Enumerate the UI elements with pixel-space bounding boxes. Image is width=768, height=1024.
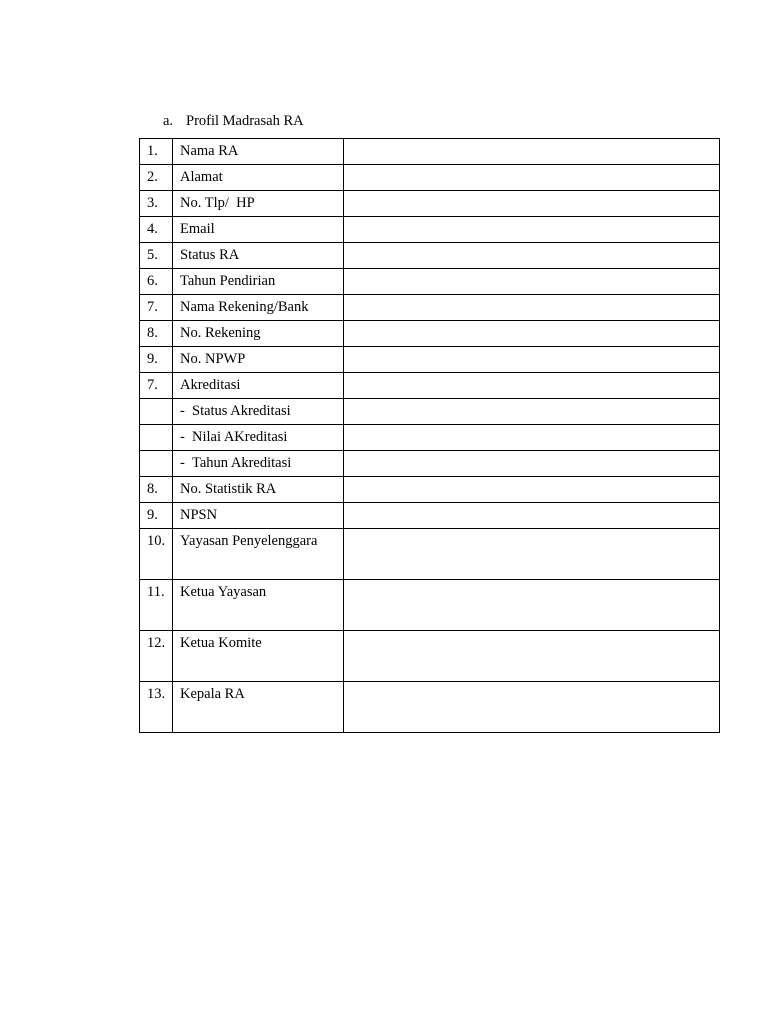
row-label: Email xyxy=(173,217,344,243)
row-value-cell[interactable] xyxy=(344,477,720,503)
sub-label: Tahun Akreditasi xyxy=(192,455,292,471)
row-label: Status RA xyxy=(173,243,344,269)
row-label xyxy=(173,425,344,451)
row-label: Akreditasi xyxy=(173,373,344,399)
row-value-cell[interactable] xyxy=(344,425,720,451)
row-value-cell[interactable] xyxy=(344,347,720,373)
row-label: NPSN xyxy=(173,503,344,529)
row-label: Nama RA xyxy=(173,139,344,165)
row-number: 4. xyxy=(140,217,173,243)
row-value-cell[interactable] xyxy=(344,165,720,191)
row-value-cell[interactable] xyxy=(344,373,720,399)
row-number xyxy=(140,529,173,580)
table-row xyxy=(140,477,720,503)
row-value-cell[interactable] xyxy=(344,529,720,580)
table-row xyxy=(140,243,720,269)
table-row xyxy=(140,503,720,529)
row-number-text: 10. xyxy=(147,533,166,549)
list-dash: - xyxy=(180,455,185,471)
table-row xyxy=(140,295,720,321)
row-value-cell[interactable] xyxy=(344,139,720,165)
row-number: 6. xyxy=(140,269,173,295)
row-label: Ketua Komite xyxy=(173,631,344,682)
row-value-cell[interactable] xyxy=(344,295,720,321)
row-label: No. NPWP xyxy=(173,347,344,373)
sub-label: Nilai AKreditasi xyxy=(192,429,288,445)
row-label: Kepala RA xyxy=(173,682,344,733)
row-number xyxy=(140,631,173,682)
row-number: 3. xyxy=(140,191,173,217)
table-row xyxy=(140,269,720,295)
table-row xyxy=(140,529,720,580)
row-number: 5. xyxy=(140,243,173,269)
row-value-cell[interactable] xyxy=(344,503,720,529)
row-label: Ketua Yayasan xyxy=(173,580,344,631)
row-value-cell[interactable] xyxy=(344,580,720,631)
row-label: Alamat xyxy=(173,165,344,191)
row-number-text: 13. xyxy=(147,686,166,702)
row-number: 2. xyxy=(140,165,173,191)
profile-table xyxy=(139,138,720,733)
row-value-cell[interactable] xyxy=(344,451,720,477)
section-heading xyxy=(163,112,304,130)
row-label: No. Rekening xyxy=(173,321,344,347)
row-number: 9. xyxy=(140,503,173,529)
row-value-cell[interactable] xyxy=(344,399,720,425)
section-title: Profil Madrasah RA xyxy=(186,113,304,129)
table-row xyxy=(140,425,720,451)
row-value-cell[interactable] xyxy=(344,269,720,295)
table-row xyxy=(140,165,720,191)
row-number: 7. xyxy=(140,295,173,321)
table-row xyxy=(140,682,720,733)
row-number-text: 12. xyxy=(147,635,166,651)
row-label xyxy=(173,399,344,425)
row-number: 8. xyxy=(140,477,173,503)
table-row xyxy=(140,321,720,347)
row-label: No. Tlp/ HP xyxy=(173,191,344,217)
table-row xyxy=(140,373,720,399)
table-row xyxy=(140,631,720,682)
row-label: No. Statistik RA xyxy=(173,477,344,503)
table-row xyxy=(140,139,720,165)
list-dash: - xyxy=(180,403,185,419)
row-label: Tahun Pendirian xyxy=(173,269,344,295)
row-label xyxy=(173,451,344,477)
row-value-cell[interactable] xyxy=(344,631,720,682)
row-number xyxy=(140,425,173,451)
list-dash: - xyxy=(180,429,185,445)
row-number xyxy=(140,682,173,733)
row-number xyxy=(140,451,173,477)
row-value-cell[interactable] xyxy=(344,243,720,269)
row-value-cell[interactable] xyxy=(344,217,720,243)
table-row xyxy=(140,399,720,425)
row-number xyxy=(140,399,173,425)
section-marker: a. xyxy=(163,113,174,129)
table-row xyxy=(140,347,720,373)
row-value-cell[interactable] xyxy=(344,321,720,347)
row-label: Nama Rekening/Bank xyxy=(173,295,344,321)
row-value-cell[interactable] xyxy=(344,682,720,733)
row-label: Yayasan Penyelenggara xyxy=(173,529,344,580)
row-number: 7. xyxy=(140,373,173,399)
table-row xyxy=(140,580,720,631)
row-number xyxy=(140,580,173,631)
row-value-cell[interactable] xyxy=(344,191,720,217)
row-number: 9. xyxy=(140,347,173,373)
table-row xyxy=(140,191,720,217)
row-number: 1. xyxy=(140,139,173,165)
row-number-text: 11. xyxy=(147,584,165,600)
table-row xyxy=(140,217,720,243)
table-row xyxy=(140,451,720,477)
row-number: 8. xyxy=(140,321,173,347)
sub-label: Status Akreditasi xyxy=(192,403,291,419)
